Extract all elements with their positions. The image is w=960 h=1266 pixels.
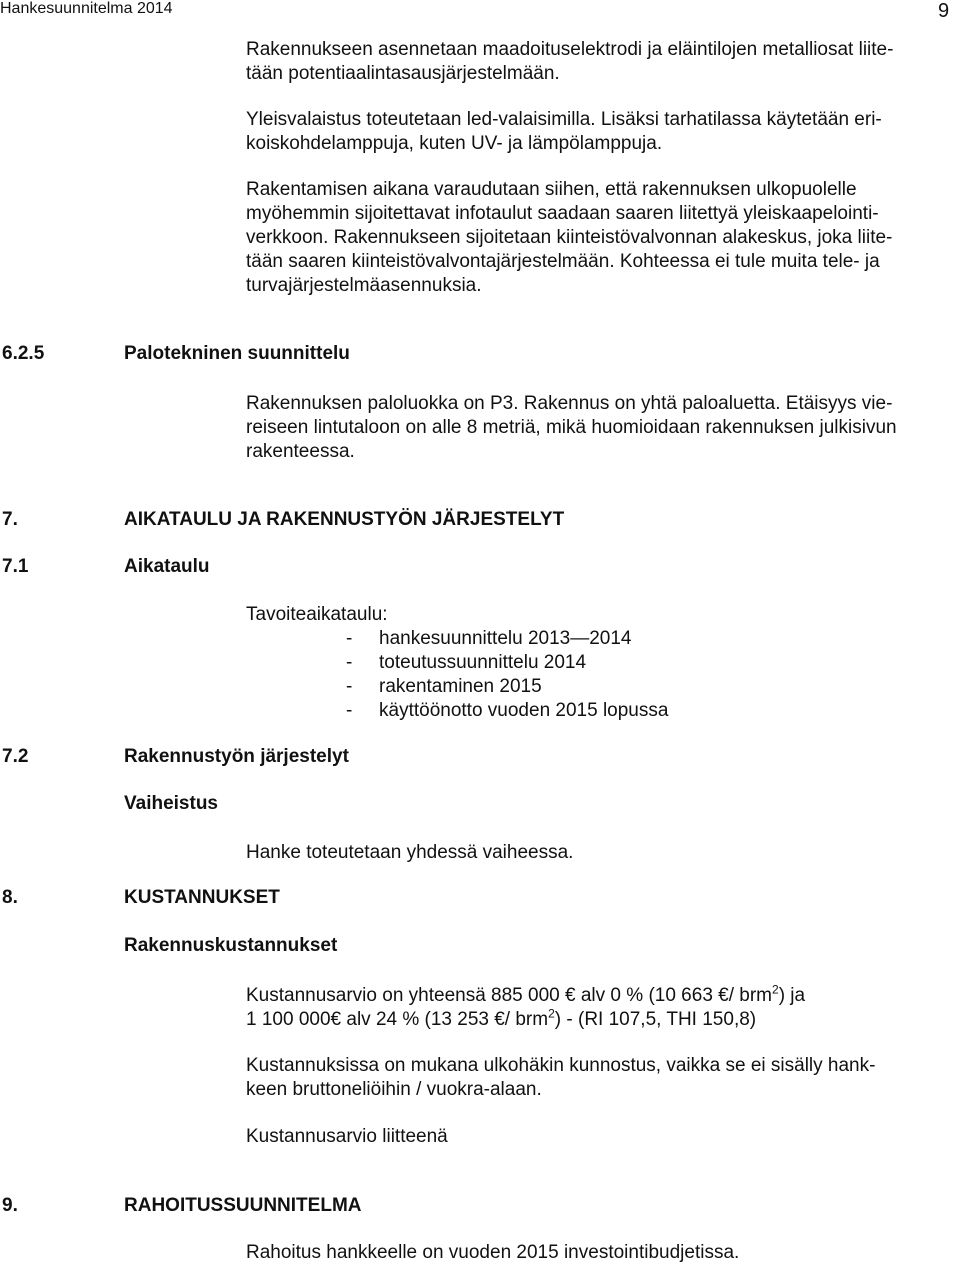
paragraph-cabling: Rakentamisen aikana varaudutaan siihen, että rakennuksen ulkopuolelle myöhemmin sijoitettavat infotaulut saadaan saaren liitettyä yleiskaapelointi- verkkoon. Rakennukseen sijoitetaan kiinteistövalvonnan alakeskus, joka liite- tään saaren kiinteistövalvontajärjestelmään. Kohteessa ei tule muita tele- ja turvajärjestelmäasennuksia.	[246, 179, 893, 296]
subheading-rakennuskustannukset: Rakennuskustannukset	[124, 935, 338, 956]
paragraph-fire-safety: Rakennuksen paloluokka on P3. Rakennus on yhtä paloaluetta. Etäisyys vie- reiseen lintutaloon on alle 8 metriä, mikä huomioidaan rakennuksen julkisivun rakenteessa.	[246, 393, 897, 462]
paragraph-cost-includes: Kustannuksissa on mukana ulkohäkin kunnostus, vaikka se ei sisälly hank- keen bruttoneliöihin / vuokra-alaan.	[246, 1055, 876, 1100]
paragraph-grounding: Rakennukseen asennetaan maadoituselektrodi ja eläintilojen metalliosat liite- tään potentiaalintasausjärjestelmään.	[246, 39, 894, 84]
page-number: 9	[938, 0, 950, 22]
list-item: - käyttöönotto vuoden 2015 lopussa	[346, 700, 669, 721]
list-item: - toteutussuunnittelu 2014	[346, 652, 587, 673]
schedule-intro: Tavoiteaikataulu:	[246, 604, 388, 625]
subheading-vaiheistus: Vaiheistus	[124, 793, 218, 814]
paragraph-funding: Rahoitus hankkeelle on vuoden 2015 investointibudjetissa.	[246, 1242, 740, 1263]
document-title: Hankesuunnitelma 2014	[0, 0, 173, 17]
paragraph-cost-attachment: Kustannusarvio liitteenä	[246, 1126, 448, 1147]
paragraph-phasing: Hanke toteutetaan yhdessä vaiheessa.	[246, 842, 574, 863]
list-item: - hankesuunnittelu 2013—2014	[346, 628, 632, 649]
paragraph-cost-estimate: Kustannusarvio on yhteensä 885 000 € alv 0 % (10 663 €/ brm$^2$) ja 1 100 000€ alv 24 % (13 253 €/ brm$^2$) - (RI 107,5, THI 150,8)	[246, 982, 806, 1030]
schedule-list	[346, 627, 668, 723]
paragraph-lighting: Yleisvalaistus toteutetaan led-valaisimilla. Lisäksi tarhatilassa käytetään eri- koiskohdelamppuja, kuten UV- ja lämpölamppuja.	[246, 109, 882, 154]
list-item: - rakentaminen 2015	[346, 676, 542, 697]
